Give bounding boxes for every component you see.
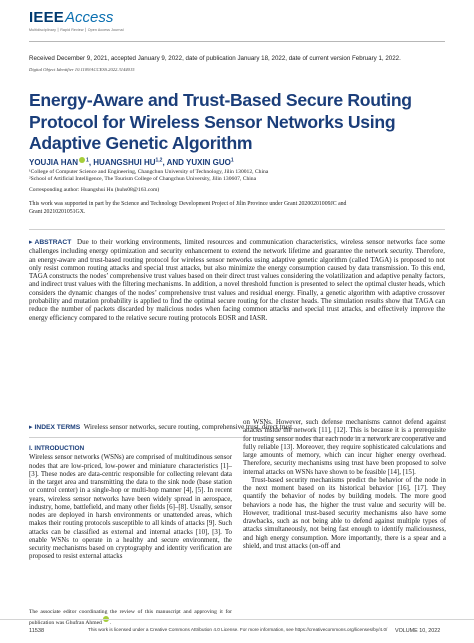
paper-title: Energy-Aware and Trust-Based Secure Routing Protocol for Wireless Sensor Networks Using Adaptive Genetic Algorithm (29, 90, 412, 153)
body-paragraph: on WSNs. However, such defense mechanisms cannot defend against attacks inside the network [11], [12]. This is because it is a prerequisite for trusting sensor nodes that each node in a network are cooperative and fully reliable [13]. Moreover, they require sophisticated calculations and large amounts of memory, which can incur higher energy overhead. Therefore, security mechanisms using trust have been proposed to solve internal attacks on WSNs have shown to be feasible [14], [15]. (243, 419, 446, 476)
left-column (29, 445, 232, 562)
author-affil-sup: 1 (230, 157, 234, 164)
index-terms-text: Wireless sensor networks, secure routing, comprehensive trust, direct trust. (83, 423, 294, 431)
affiliation-1: ¹College of Computer Science and Engineering, Changchun University of Technology, Jilin 130012, China (29, 169, 269, 175)
doi-line: Digital Object Identifier 10.1109/ACCESS.2022.3144015 (29, 67, 135, 72)
author-affil-sup: 1 (86, 157, 89, 164)
volume-info: VOLUME 10, 2022 (395, 628, 441, 634)
abstract-divider (29, 229, 445, 230)
footnote-text: The associate editor coordinating the review of this manuscript and approving it for publication was Ghufran Ahmed (29, 609, 232, 627)
ieee-access-logo (29, 10, 113, 26)
author-name: , HUANGSHUI HU (88, 158, 156, 167)
funding-note: This work was supported in part by the Science and Technology Development Project of Jilin Province under Grant 20200201009JC and Grant 20210201051GX. (29, 201, 347, 215)
index-terms-label: INDEX TERMS (34, 424, 81, 431)
body-paragraph: Trust-based security mechanisms predict the behavior of the node in the next moment based on its historical behavior [16], [17]. They quantify the behavior of nodes by building models. The more good behaviors a node has, the higher the trust value and security will be. However, traditional trust-based security mechanisms also have some drawbacks, such as not being able to defend against multiple types of attacks simultaneously, not being fast enough to identify maliciousness, and high energy consumption. More importantly, there is a spear and a shield, and trust attacks (on-off and (243, 476, 446, 550)
logo-access-text: Access (64, 9, 114, 26)
author-name: , AND YUXIN GUO (162, 158, 231, 167)
right-column (243, 419, 446, 551)
author-affil-sup: 1,2 (155, 157, 163, 164)
header-divider (29, 41, 445, 42)
publication-history: Received December 9, 2021, accepted January 9, 2022, date of publication January 18, 2022, date of current version February 1, 2022. (29, 55, 401, 62)
author-list (29, 157, 234, 167)
logo-tagline: Multidisciplinary ⎮ Rapid Review ⎮ Open Access Journal (29, 28, 124, 32)
section-heading: I. INTRODUCTION (29, 445, 85, 452)
triangle-bullet-icon: ▸ (29, 238, 33, 246)
affiliation-2: ²School of Artificial Intelligence, The Tourism College of Changchun University, Jilin 130607, China (29, 176, 257, 182)
footer-divider (0, 619, 474, 620)
author-name: YOUJIA HAN (29, 158, 79, 167)
logo-ieee-text: IEEE (29, 9, 64, 26)
corresponding-author: Corresponding author: Huangshui Hu (huhs08@163.com) (29, 187, 160, 193)
abstract-text: Due to their working environments, limited resources and communication characteristics, wireless sensor networks face some challenges including energy optimization and security enhancement to extend the network lifetime and guarantee the network security. Therefore, an energy-aware and trust-based routing protocol for wireless sensor networks using adaptive genetic algorithm (called TAGA) is proposed to not only resist common routing attacks and special trust attacks, but also minimize the energy consumption caused by data transmission. To this end, TAGA constructs the nodes’ comprehensive trust values based on their direct trust values considering the volatilization and adaptive penalty factors, and indirect trust values with the filtering mechanisms. In addition, a novel threshold function is presented to select the optimal cluster heads, which considers the dynamic changes of the nodes’ comprehensive trust values and residual energy. Finally, a genetic algorithm with adaptive crossover probability and mutation probability is applied to find the optimal secure routing for the cluster heads. The simulation results show that TAGA can reduce the number of packets discarded by malicious nodes when facing common attacks and special trust attacks, and effectively improve the energy efficiency compared to the relative secure routing protocols EOSR and IASR. (29, 238, 445, 322)
page-number: 11538 (29, 628, 45, 634)
abstract-block (29, 238, 445, 322)
orcid-icon[interactable] (79, 157, 85, 163)
license-notice[interactable]: This work is licensed under a Creative Commons Attribution 4.0 License. For more information, see https://creativecommons.org/licenses/by/4.0/ (88, 627, 388, 632)
editor-footnote: The associate editor coordinating the review of this manuscript and approving it for publication was Ghufran Ahmed . (29, 609, 232, 627)
abstract-label: ABSTRACT (34, 239, 72, 246)
triangle-bullet-icon: ▸ (29, 423, 33, 431)
body-paragraph: Wireless sensor networks (WSNs) are comprised of multitudinous sensor nodes that are low-priced, low-power and miniature characteristics [1]–[3]. These nodes are data-centric responsible for collecting relevant data in the target area and transmitting the data to the sink node (base station or control center) in a single-hop or multi-hop manner [4], [5]. In recent years, wireless sensor networks have been widely spread in aerospace, industry, home, battlefield, and many other fields [6]–[8]. Usually, sensor nodes are deployed in harsh environments or unattended areas, which makes their routing protocols susceptible to all kinds of attacks [9]. Such attacks can be classified as external and internal attacks [10], [3]. To enable WSNs to operate in a healthy and secure environment, the security mechanisms based on cryptography and identity verification are proposed to resist external attacks (29, 454, 232, 561)
